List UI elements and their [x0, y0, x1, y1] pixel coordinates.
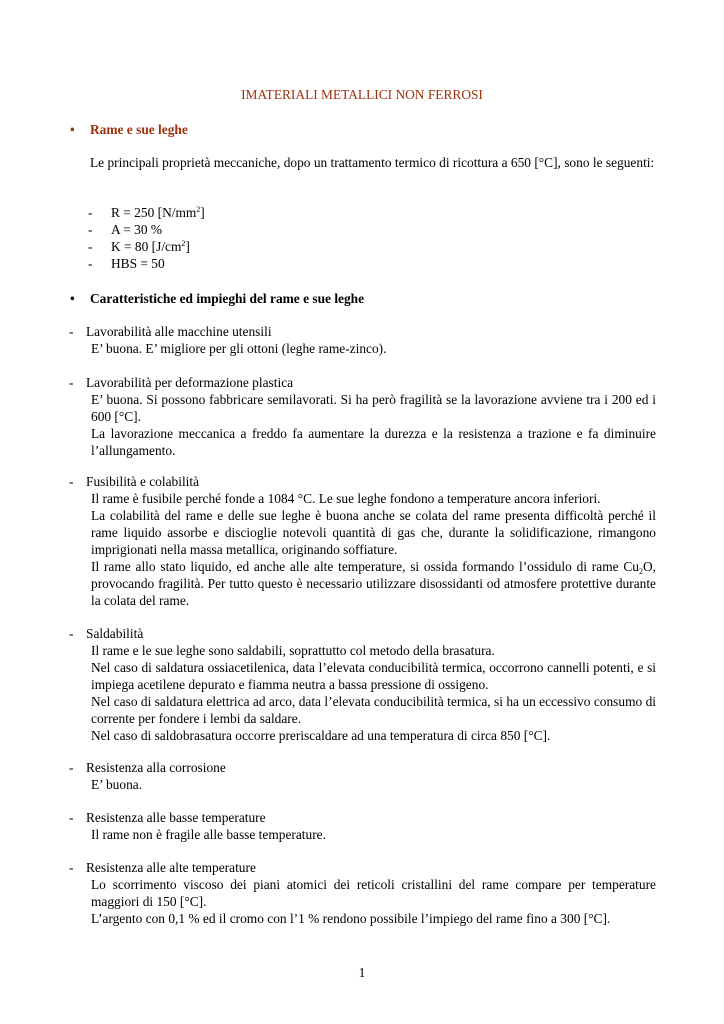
section-heading-caratteristiche [70, 290, 364, 307]
item-label: - Fusibilità e colabilità [69, 474, 200, 489]
intro-paragraph: Le principali proprietà meccaniche, dopo un trattamento termico di ricottura a 650 [°C], sono le seguenti: [90, 155, 655, 170]
properties-list [88, 204, 205, 272]
bullet-icon: • [70, 122, 75, 137]
item-body: E’ buona. [91, 777, 143, 792]
item-label: - Lavorabilità per deformazione plastica [69, 375, 294, 390]
list-item [69, 625, 656, 744]
item-body: E’ buona. E’ migliore per gli ottoni (leghe rame-zinco). [91, 341, 387, 356]
page-title: IMATERIALI METALLICI NON FERROSI [241, 87, 483, 102]
property-k: - K = 80 $[J/cm^2]$ [88, 239, 190, 254]
item-body: Il rame e le sue leghe sono saldabili, soprattutto col metodo della brasatura. Nel caso di saldatura ossiacetilenica, data l’elevata conducibilità termica, occorrono cannelli potenti, e si impiega acetilene depurato e fiamma neutra a bassa pressione di ossigeno. Nel caso di saldatura elettrica ad arco, data l’elevata conducibilità termica, si ha un eccessivo consumo di corrente per fondere i lembi da saldare. Nel caso di saldobrasatura occorre preriscaldare ad una temperatura di circa 850 [°C]. [91, 643, 656, 743]
list-item [69, 473, 656, 609]
item-label: - Saldabilità [69, 626, 144, 641]
list-item [69, 323, 656, 357]
list-item [69, 809, 656, 843]
property-hbs: - HBS = 50 [88, 256, 165, 271]
property-r: - R = 250 $[N/mm^2]$ [88, 205, 205, 220]
item-body: Lo scorrimento viscoso dei piani atomici dei reticoli cristallini del rame compare per temperature maggiori di 150 [°C]. L’argento con 0,1 % ed il cromo con l’1 % rendono possibile l’impiego del rame fino a 300 [°C]. [91, 877, 656, 926]
list-item [69, 759, 656, 793]
list-dash: - [88, 205, 93, 220]
section-heading-text: Rame e sue leghe [90, 122, 188, 137]
list-item [69, 859, 656, 927]
list-dash: - [88, 256, 93, 271]
item-label: - Resistenza alla corrosione [69, 760, 226, 775]
item-body: Il rame non è fragile alle basse temperature. [91, 827, 326, 842]
item-body: Il rame è fusibile perché fonde a 1084 °C. Le sue leghe fondono a temperature ancora inferiori. La colabilità del rame e delle sue leghe è buona anche se colata del rame presenta difficoltà perché il rame liquido assorbe e discioglie notevoli quantità di gas che, durante la solidificazione, rimangono imprigionati nella massa metallica, originando soffiature. Il rame allo stato liquido, ed anche alle alte temperature, si ossida formando l’ossidulo di rame $Cu_2O$, provocando fragilità. Per tutto questo è necessario utilizzare disossidanti od atmosfere protettive durante la colata del rame. [91, 491, 656, 608]
property-a: - A = 30 % [88, 222, 163, 237]
section-heading-rame [70, 121, 188, 138]
list-dash: - [88, 239, 93, 254]
item-label: - Resistenza alle basse temperature [69, 810, 266, 825]
list-item [69, 374, 656, 459]
bullet-icon: • [70, 291, 75, 306]
item-body: E’ buona. Si possono fabbricare semilavorati. Si ha però fragilità se la lavorazione avviene tra i 200 ed i 600 [°C]. La lavorazione meccanica a freddo fa aumentare la durezza e la resistenza a trazione e fa diminuire l’allungamento. [91, 392, 656, 458]
section-heading-text: Caratteristiche ed impieghi del rame e sue leghe [90, 291, 365, 306]
list-dash: - [88, 222, 93, 237]
page-number: 1 [358, 965, 366, 980]
item-label: - Lavorabilità alle macchine utensili [69, 324, 272, 339]
item-label: - Resistenza alle alte temperature [69, 860, 256, 875]
